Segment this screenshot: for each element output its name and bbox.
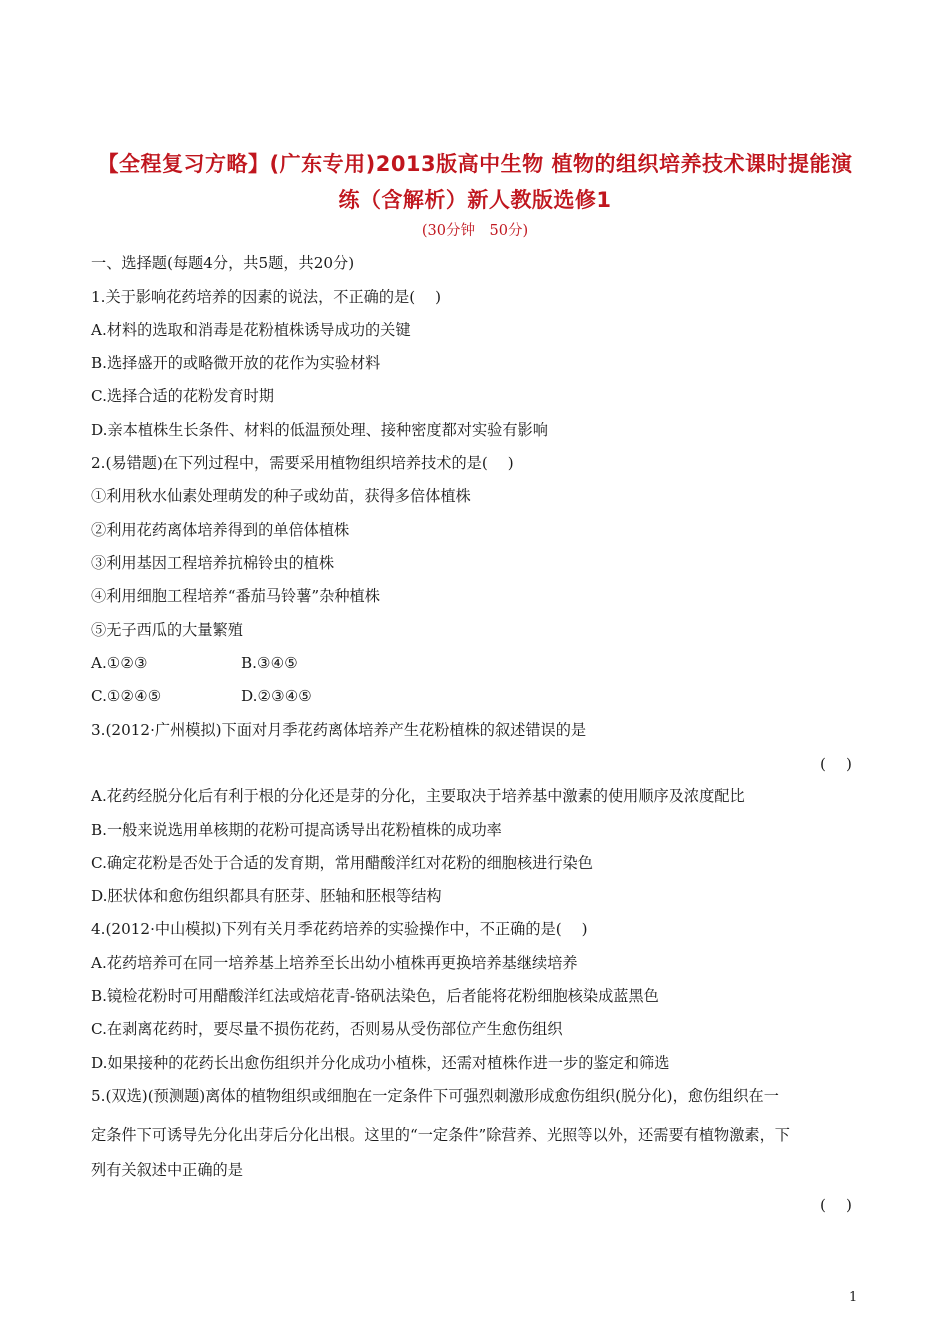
question-5-answer-bracket: ( ) — [820, 1196, 852, 1214]
question-5-stem-line-1: 5.(双选)(预测题)离体的植物组织或细胞在一定条件下可强烈刺激形成愈伤组织(脱分化)，愈伤组织在一 — [91, 1087, 779, 1105]
question-2-item-3: ③利用基因工程培养抗棉铃虫的植株 — [91, 554, 334, 572]
question-2-stem: 2.(易错题)在下列过程中，需要采用植物组织培养技术的是( ) — [91, 454, 514, 472]
question-1-stem: 1.关于影响花药培养的因素的说法，不正确的是( ) — [91, 288, 442, 306]
question-5-stem-line-2: 定条件下可诱导先分化出芽后分化出根。这里的“一定条件”除营养、光照等以外，还需要有植物激素，下 — [91, 1126, 790, 1144]
document-title-line-1: 【全程复习方略】(广东专用)2013版高中生物 植物的组织培养技术课时提能演 — [97, 152, 853, 176]
question-3-option-c: C.确定花粉是否处于合适的发育期，常用醋酸洋红对花粉的细胞核进行染色 — [91, 854, 593, 872]
page-number: 1 — [849, 1290, 858, 1305]
question-2-item-5: ⑤无子西瓜的大量繁殖 — [91, 621, 243, 639]
time-score-subtitle: (30分钟 50分) — [421, 223, 529, 239]
document-title-line-2: 练（含解析）新人教版选修1 — [338, 188, 612, 212]
question-2-item-2: ②利用花药离体培养得到的单倍体植株 — [91, 521, 350, 539]
question-1-option-c: C.选择合适的花粉发育时期 — [91, 387, 274, 405]
question-1-option-a: A.材料的选取和消毒是花粉植株诱导成功的关键 — [91, 321, 411, 339]
question-1-option-d: D.亲本植株生长条件、材料的低温预处理、接种密度都对实验有影响 — [91, 421, 548, 439]
question-3-option-d: D.胚状体和愈伤组织都具有胚芽、胚轴和胚根等结构 — [91, 887, 442, 905]
question-3-answer-bracket: ( ) — [820, 755, 852, 773]
question-3-option-a: A.花药经脱分化后有利于根的分化还是芽的分化，主要取决于培养基中激素的使用顺序及浓度配比 — [91, 787, 745, 805]
question-2-item-4: ④利用细胞工程培养“番茄马铃薯”杂种植株 — [91, 587, 380, 605]
question-2-options-row-2 — [91, 686, 312, 706]
section-heading: 一、选择题(每题4分，共5题，共20分) — [91, 254, 355, 272]
question-4-stem: 4.(2012·中山模拟)下列有关月季花药培养的实验操作中，不正确的是( ) — [91, 920, 588, 938]
question-4-option-b: B.镜检花粉时可用醋酸洋红法或焙花青-铬矾法染色，后者能将花粉细胞核染成蓝黑色 — [91, 987, 659, 1005]
question-1-option-b: B.选择盛开的或略微开放的花作为实验材料 — [91, 354, 381, 372]
question-2-option-a: A.①②③ — [91, 654, 148, 672]
question-4-option-a: A.花药培养可在同一培养基上培养至长出幼小植株再更换培养基继续培养 — [91, 954, 578, 972]
question-3-option-b: B.一般来说选用单核期的花粉可提高诱导出花粉植株的成功率 — [91, 821, 502, 839]
question-4-option-c: C.在剥离花药时，要尽量不损伤花药，否则易从受伤部位产生愈伤组织 — [91, 1020, 563, 1038]
question-2-option-d: D.②③④⑤ — [241, 687, 312, 705]
question-2-option-b: B.③④⑤ — [241, 654, 298, 672]
question-2-item-1: ①利用秋水仙素处理萌发的种子或幼苗，获得多倍体植株 — [91, 487, 471, 505]
question-5-stem-line-3: 列有关叙述中正确的是 — [91, 1161, 243, 1179]
question-3-stem: 3.(2012·广州模拟)下面对月季花药离体培养产生花粉植株的叙述错误的是 — [91, 721, 587, 739]
question-2-options-row-1 — [91, 653, 298, 673]
question-4-option-d: D.如果接种的花药长出愈伤组织并分化成功小植株，还需对植株作进一步的鉴定和筛选 — [91, 1054, 670, 1072]
question-2-option-c: C.①②④⑤ — [91, 687, 162, 705]
